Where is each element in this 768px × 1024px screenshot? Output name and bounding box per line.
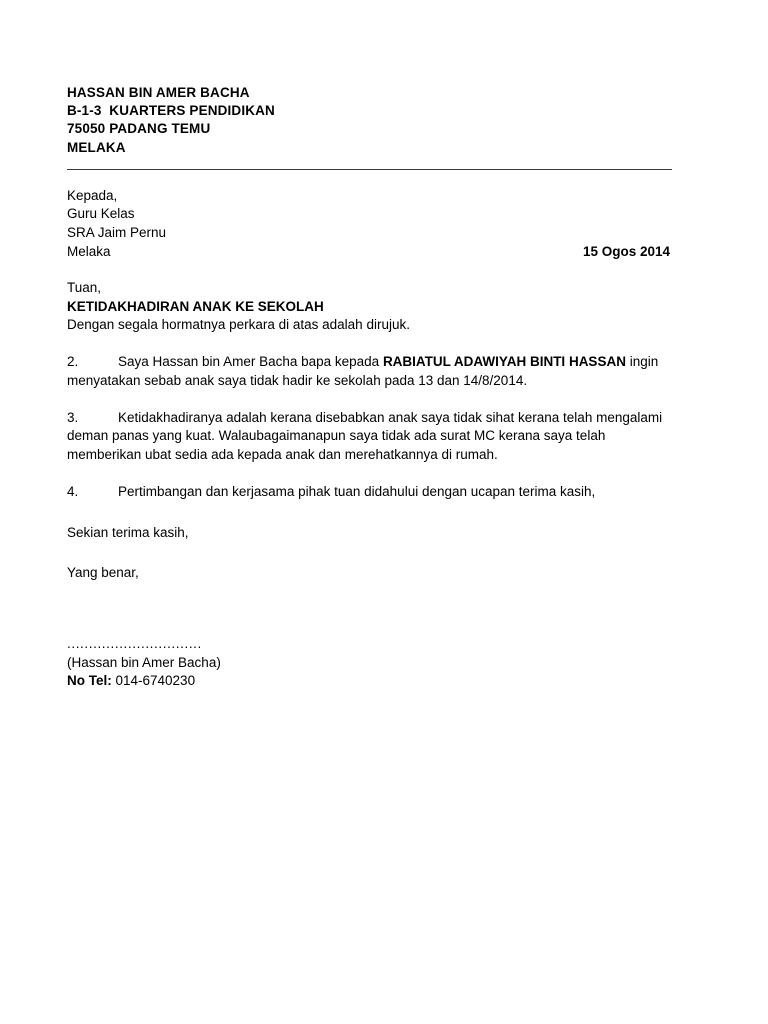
letter-date: 15 Ogos 2014 (582, 243, 670, 259)
subject-heading: KETIDAKHADIRAN ANAK KE SEKOLAH (67, 298, 324, 314)
recipient-address-block (67, 187, 675, 261)
salutation: Tuan, (67, 280, 102, 296)
closing-line: Sekian terima kasih, (67, 524, 189, 540)
recipient-city: Melaka (67, 243, 111, 259)
paragraph-4-text: Pertimbangan dan kerjasama pihak tuan didahului dengan ucapan terima kasih, (118, 483, 596, 499)
sender-address-line-2: B-1-3 KUARTERS PENDIDIKAN (67, 103, 275, 119)
sender-address-block (67, 84, 675, 157)
sender-address-line-3: 75050 PADANG TEMU (67, 121, 211, 137)
paragraph-4 (67, 483, 671, 502)
paragraph-4-number: 4. (67, 483, 79, 499)
recipient-line-3: SRA Jaim Pernu (67, 225, 167, 240)
regards-line: Yang benar, (67, 565, 139, 581)
signature-line: ............................... (67, 635, 202, 651)
paragraph-3 (67, 409, 671, 465)
header-divider (67, 169, 672, 170)
paragraph-2-text-before: Saya Hassan bin Amer Bacha bapa kepada (118, 353, 383, 369)
paragraph-3-number: 3. (67, 409, 79, 425)
phone-number: 014-6740230 (111, 673, 196, 689)
salutation-block (67, 279, 675, 335)
paragraph-2-number: 2. (67, 353, 79, 369)
recipient-line-1: Kepada, (67, 187, 118, 203)
paragraph-3-text: Ketidakhadiranya adalah kerana disebabkan anak saya tidak sihat kerana telah mengalami deman panas yang kuat. Walaubagaimanapun saya tidak ada surat MC kerana saya telah memberikan ubat sedia ada kepada anak dan merehatkannya di rumah. (67, 409, 663, 463)
opening-sentence: Dengan segala hormatnya perkara di atas adalah dirujuk. (67, 317, 410, 333)
paragraph-2-text-after: ingin menyatakan sebab anak saya tidak hadir ke sekolah pada 13 dan 14/8/2014. (67, 353, 659, 388)
signer-phone (67, 672, 675, 691)
sender-address-line-1: HASSAN BIN AMER BACHA (67, 85, 250, 100)
signature-block (67, 635, 675, 691)
sender-address-line-4: MELAKA (67, 139, 126, 155)
city-date-row (67, 243, 670, 262)
signer-name: (Hassan bin Amer Bacha) (67, 654, 221, 670)
paragraph-2 (67, 353, 671, 391)
phone-label: No Tel: (67, 673, 112, 689)
recipient-line-2: Guru Kelas (67, 206, 135, 222)
paragraph-2-child-name: RABIATUL ADAWIYAH BINTI HASSAN (382, 353, 626, 369)
